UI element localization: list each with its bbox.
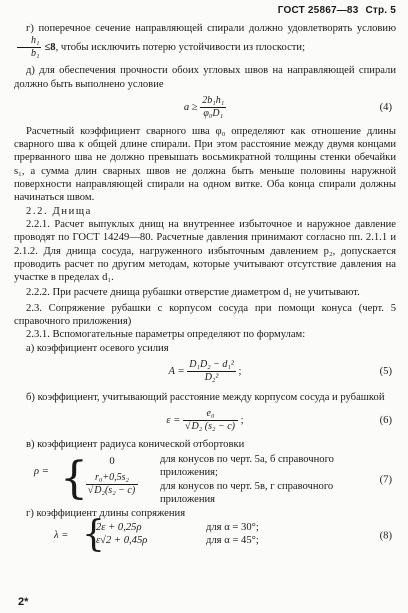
paragraph-item-b: б) коэффициент, учитывающий расстояние между корпусом сосуда и рубашкой — [26, 391, 385, 403]
equation-number: (7) — [379, 473, 392, 485]
document-page — [14, 4, 396, 555]
paragraph-2-2-1: 2.2.1. Расчет выпуклых днищ на внутреннее избыточное и наружное давление проводят по ГОСТ 14249—80. Расчетные давления принимают согласно пп. 2.1.1 и 2.1.2. Для днища сосуда, нагруженного избыточным давлением p₂, допускается проводить расчет по другим методам, которые учитывают отсутствие давления на участке в пределах d₁. — [14, 218, 396, 284]
brace-left: { — [60, 452, 88, 504]
equation-4: a ≥ $\frac{\text{2b₁h₁}}{\text{φ₀D₁}}$ (4) — [14, 93, 396, 123]
page-header — [14, 4, 396, 20]
paragraph-2-3-1: 2.3.1. Вспомогательные параметры определяют по формулам: — [26, 329, 306, 341]
equation-7: ρ = { 0 $\frac{\text{r₀+0,5s₂}}{\text{√D₂(s₂ − c)}}$ для конусов по черт. 5а, б справочного приложения; для конусов по черт. 5в, г справочного приложения (7) — [34, 452, 392, 506]
paragraph-weld-coefficient: Расчетный коэффициент сварного шва φ₀ определяют как отношение длины сварного шва к общей длине спирали. При этом расстояние между двумя концами прерванного шва не должно превышать восьмикратной толщины стенки обечайки s₁, а сумма длин сварных швов не должна быть меньше половины наружной поверхности направляющей спирали на одном витке. Оба конца спирали должны начинаться швом. — [14, 125, 396, 204]
standard-number: ГОСТ 25867—83 — [277, 5, 359, 16]
brace-left: { — [82, 513, 105, 555]
paragraph-item-g: г) поперечное сечение направляющей спирали должно удовлетворять условию $\frac{\text{h₁}}{\text{b₁}}$ ≤8, чтобы исключить потерю устойчивости из плоскости; — [14, 22, 396, 60]
ratio-fraction: $\frac{\text{h₁}}{\text{b₁}}$ — [17, 35, 41, 60]
signature-mark: 2* — [18, 595, 29, 608]
equation-number: (5) — [379, 365, 392, 377]
equation-number: (8) — [379, 530, 392, 542]
equation-number: (4) — [379, 101, 392, 113]
paragraph-item-v: в) коэффициент радиуса конической отбортовки — [26, 439, 245, 451]
equation-8: λ = { 2ε + 0,25ρ ε√2 + 0,45ρ для α = 30°; для α = 45°; (8) — [54, 513, 392, 555]
paragraph-item-gg: г) коэффициент длины сопряжения — [26, 507, 186, 519]
page-number: Стр. 5 — [365, 5, 396, 16]
equation-5: A = $\frac{\text{D₁D₂ − d₁²}}{\text{D₂²}}$ ; (5) — [14, 357, 396, 387]
paragraph-2-2-2: 2.2.2. При расчете днища рубашки отверстие диаметром d₁ не учитывают. — [26, 287, 360, 299]
equation-number: (6) — [379, 415, 392, 427]
equation-6: ε = $\frac{\text{e₀}}{\text{√D₂ (s₂ − c)}}$ ; (6) — [14, 406, 396, 436]
paragraph-item-d: д) для обеспечения прочности обоих угловых швов на направляющей спирали должно быть выполнено условие — [14, 65, 396, 90]
paragraph-item-a: а) коэффициент осевого усилия — [26, 342, 169, 354]
section-heading-2-3: 2.3. Сопряжение рубашки с корпусом сосуда при помощи конуса (черт. 5 справочного приложения) — [14, 302, 396, 328]
section-heading-2-2: 2.2. Днища — [26, 205, 92, 217]
